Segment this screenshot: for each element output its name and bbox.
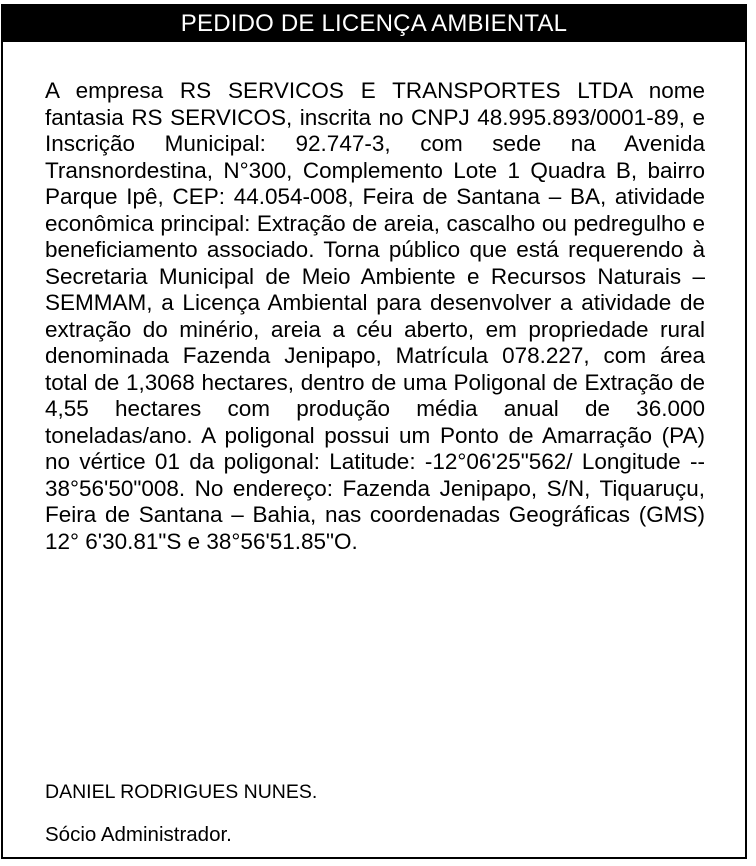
signature-name: DANIEL RODRIGUES NUNES. <box>45 781 318 803</box>
notice-title: PEDIDO DE LICENÇA AMBIENTAL <box>3 6 745 42</box>
notice-body: A empresa RS SERVICOS E TRANSPORTES LTDA nome fantasia RS SERVICOS, inscrita no CNPJ 48.995.893/0001-89, e Inscrição Municipal: 92.747-3, com sede na Avenida Transnordestina, N°300, Complemento Lote 1 Quadra B, bairro Parque Ipê, CEP: 44.054-008, Feira de Santana – BA, atividade econômica principal: Extração de areia, cascalho ou pedregulho e beneficiamento associado. Torna público que está requerendo à Secretaria Municipal de Meio Ambiente e Recursos Naturais – SEMMAM, a Licença Ambiental para desenvolver a atividade de extração do minério, areia a céu aberto, em propriedade rural denominada Fazenda Jenipapo, Matrícula 078.227, com área total de 1,3068 hectares, dentro de uma Poligonal de Extração de 4,55 hectares com produção média anual de 36.000 toneladas/ano. A poligonal possui um Ponto de Amarração (PA) no vértice 01 da poligonal: Latitude: -12°06'25"562/ Longitude -- 38°56'50"008. No endereço: Fazenda Jenipapo, S/N, Tiquaruçu, Feira de Santana – Bahia, nas coordenadas Geográficas (GMS) 12° 6'30.81"S e 38°56'51.85"O. <box>45 78 705 554</box>
license-notice <box>1 4 747 859</box>
signature-role: Sócio Administrador. <box>45 823 232 846</box>
